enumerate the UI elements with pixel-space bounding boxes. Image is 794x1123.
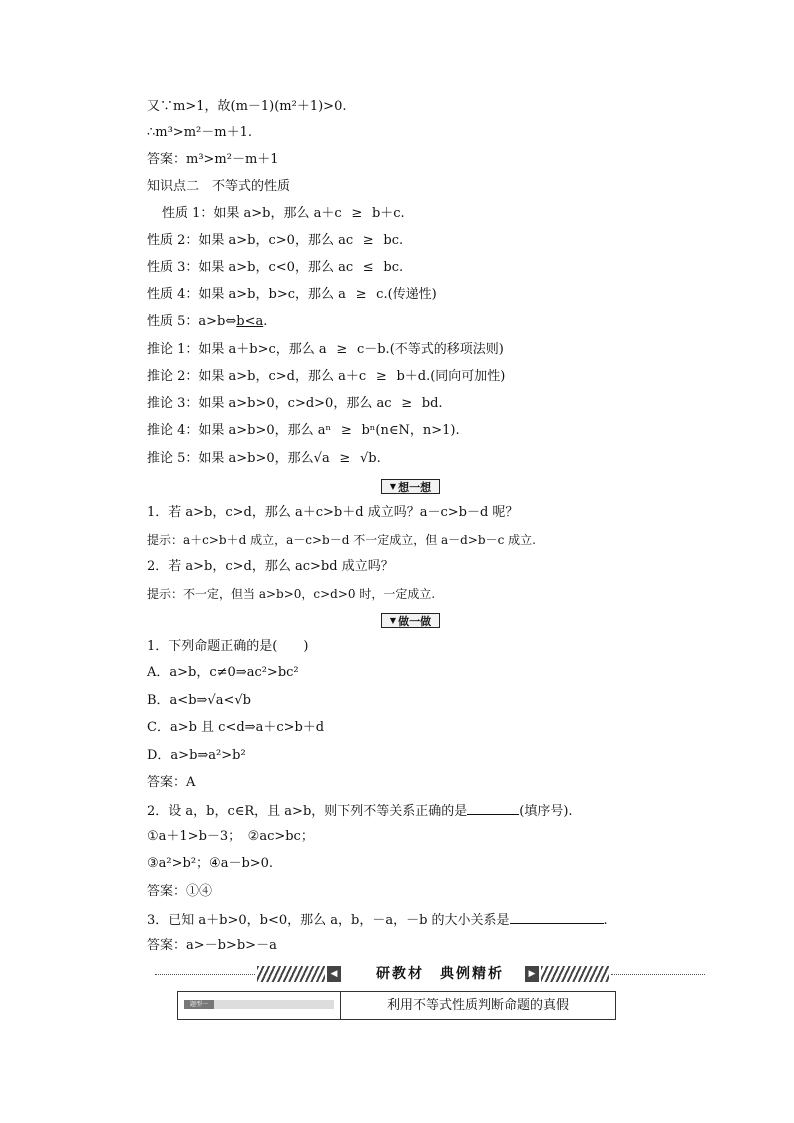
corollary-1: 推论 1：如果 a＋b>c，那么 a ≥ c－b.(不等式的移项法则) <box>147 342 504 357</box>
option-a: A．a>b，c≠0⇒ac²>bc² <box>147 665 299 680</box>
property-2: 性质 2：如果 a>b，c>0，那么 ac ≥ bc. <box>147 233 404 248</box>
arrow-right-icon: ▶ <box>525 966 539 982</box>
corollary-4: 推论 4：如果 a>b>0，那么 aⁿ ≥ bⁿ(n∈N，n>1). <box>147 423 460 438</box>
question-1: 1．若 a>b，c>d，那么 a＋c>b＋d 成立吗？a－c>b－d 呢？ <box>147 505 519 520</box>
property-5: 性质 5：a>b⇔b<a. <box>147 314 268 329</box>
answer-3: 答案：a>－b>b>－a <box>147 938 277 953</box>
exercise-1: 1．下列命题正确的是( ) <box>147 639 309 654</box>
corollary-2: 推论 2：如果 a>b，c>d，那么 a＋c ≥ b＋d.(同向可加性) <box>147 369 506 384</box>
answer-1: 答案：A <box>147 775 196 790</box>
answer-line: 答案：m³>m²－m＋1 <box>147 152 279 167</box>
answer-2: 答案：①④ <box>147 884 213 899</box>
exercise-2-options-b: ③a²>b²；④a－b>0. <box>147 856 274 871</box>
topic-title: 利用不等式性质判断命题的真假 <box>386 998 569 1013</box>
section-divider <box>155 965 705 983</box>
down-arrow-icon: ▼ <box>389 482 397 491</box>
option-b: B．a<b⇒√a<√b <box>147 693 251 708</box>
down-arrow-icon: ▼ <box>389 616 397 625</box>
topic-tag: 题型一 <box>184 1000 214 1009</box>
option-c: C．a>b 且 c<d⇒a＋c>b＋d <box>147 720 325 735</box>
property-1: 性质 1：如果 a>b，那么 a＋c ≥ b＋c. <box>162 206 405 221</box>
text-line: 又∵m>1，故(m－1)(m²＋1)>0. <box>147 99 347 114</box>
text-line: ∴m³>m²－m＋1. <box>147 125 252 140</box>
think-badge: ▼ 想一想 <box>381 479 440 494</box>
topic-box <box>177 991 616 1020</box>
corollary-3: 推论 3：如果 a>b>0，c>d>0，那么 ac ≥ bd. <box>147 396 443 411</box>
corollary-5: 推论 5：如果 a>b>0，那么√a ≥ √b. <box>147 451 381 466</box>
hint-2: 提示：不一定，但当 a>b>0，c>d>0 时，一定成立. <box>147 587 436 601</box>
question-2: 2．若 a>b，c>d，那么 ac>bd 成立吗？ <box>147 559 394 574</box>
do-badge: ▼ 做一做 <box>381 613 440 628</box>
section-heading: 知识点二 不等式的性质 <box>147 179 291 194</box>
exercise-2: 2．设 a，b，c∈R，且 a>b，则下列不等关系正确的是 (填序号). <box>147 801 573 821</box>
divider-title: 研教材 典例精析 <box>376 966 504 982</box>
exercise-3: 3．已知 a＋b>0，b<0，那么 a，b，－a，－b 的大小关系是 . <box>147 910 608 930</box>
exercise-2-options-a: ①a＋1>b－3； ②ac>bc； <box>147 829 314 844</box>
hint-1: 提示：a＋c>b＋d 成立，a－c>b－d 不一定成立，但 a－d>b－c 成立. <box>147 533 536 547</box>
property-4: 性质 4：如果 a>b，b>c，那么 a ≥ c.(传递性) <box>147 287 437 302</box>
property-3: 性质 3：如果 a>b，c<0，那么 ac ≤ bc. <box>147 260 404 275</box>
arrow-left-icon: ◀ <box>327 966 341 982</box>
option-d: D．a>b⇒a²>b² <box>147 748 246 763</box>
